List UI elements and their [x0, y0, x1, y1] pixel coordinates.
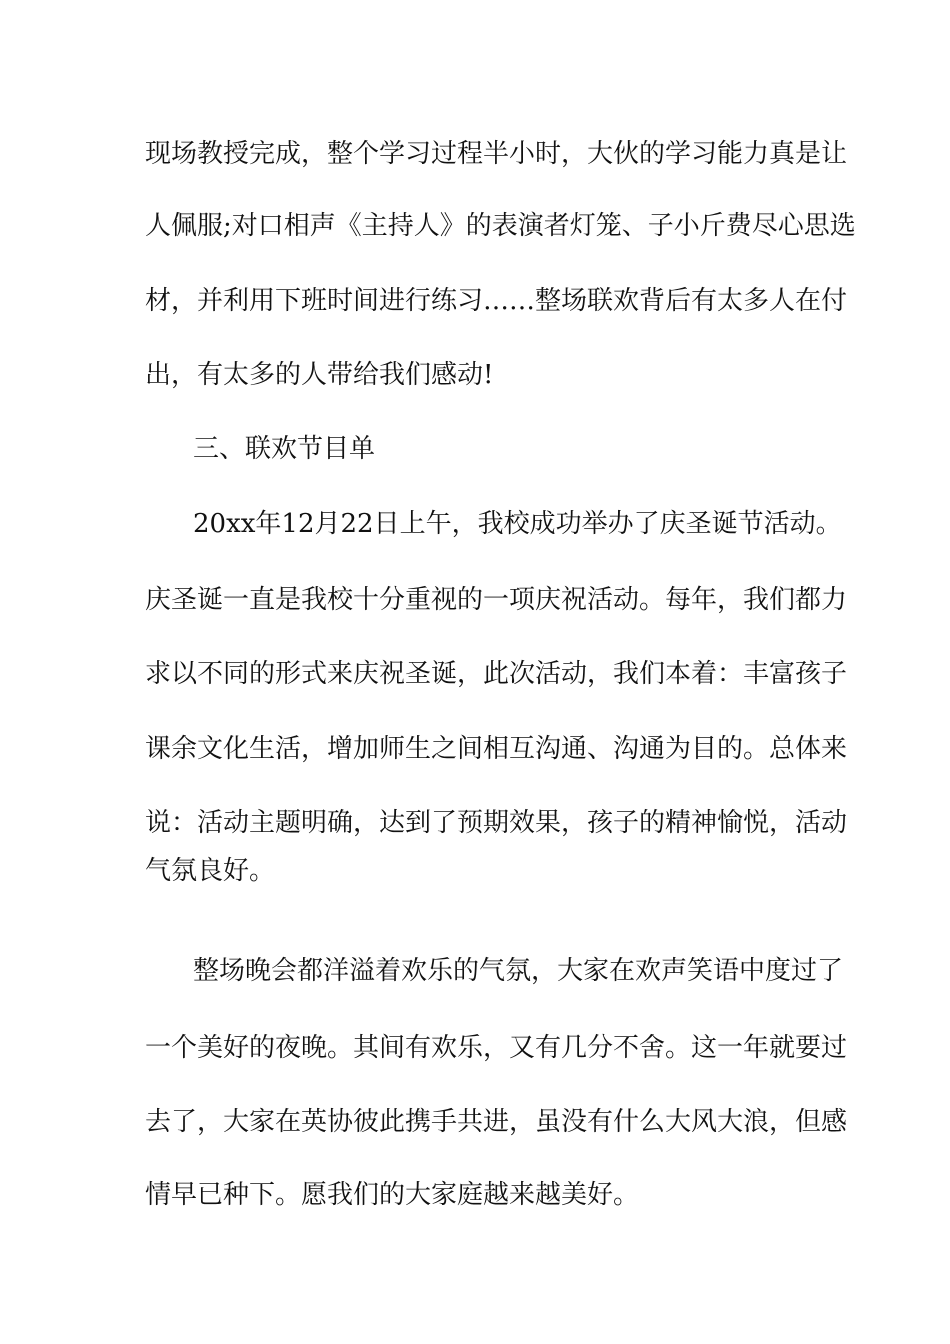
paragraph-line: 情早已种下。愿我们的大家庭越来越美好。 [145, 1180, 640, 1210]
section-heading: 三、联欢节目单 [193, 434, 376, 464]
paragraph-line: 出，有太多的人带给我们感动! [145, 360, 494, 390]
paragraph-line: 求以不同的形式来庆祝圣诞，此次活动，我们本着：丰富孩子 [145, 659, 848, 689]
paragraph-line: 说：活动主题明确，达到了预期效果，孩子的精神愉悦，活动 [145, 808, 848, 838]
paragraph-line: 整场晚会都洋溢着欢乐的气氛，大家在欢声笑语中度过了 [193, 956, 844, 986]
paragraph-line: 现场教授完成，整个学习过程半小时，大伙的学习能力真是让 [145, 139, 848, 169]
paragraph-line: 一个美好的夜晚。其间有欢乐，又有几分不舍。这一年就要过 [145, 1033, 848, 1063]
paragraph-line: 气氛良好。 [145, 856, 276, 886]
paragraph-line: 去了，大家在英协彼此携手共进，虽没有什么大风大浪，但感 [145, 1107, 848, 1137]
paragraph-line: 材，并利用下班时间进行练习……整场联欢背后有太多人在付 [145, 286, 848, 316]
paragraph-line: 庆圣诞一直是我校十分重视的一项庆祝活动。每年，我们都力 [145, 585, 848, 615]
paragraph-line: 课余文化生活，增加师生之间相互沟通、沟通为目的。总体来 [145, 734, 848, 764]
paragraph-line: 人佩服;对口相声《主持人》的表演者灯笼、子小斤费尽心思选 [145, 211, 856, 241]
paragraph-line: 20xx年12月22日上午，我校成功举办了庆圣诞节活动。 [193, 509, 842, 539]
